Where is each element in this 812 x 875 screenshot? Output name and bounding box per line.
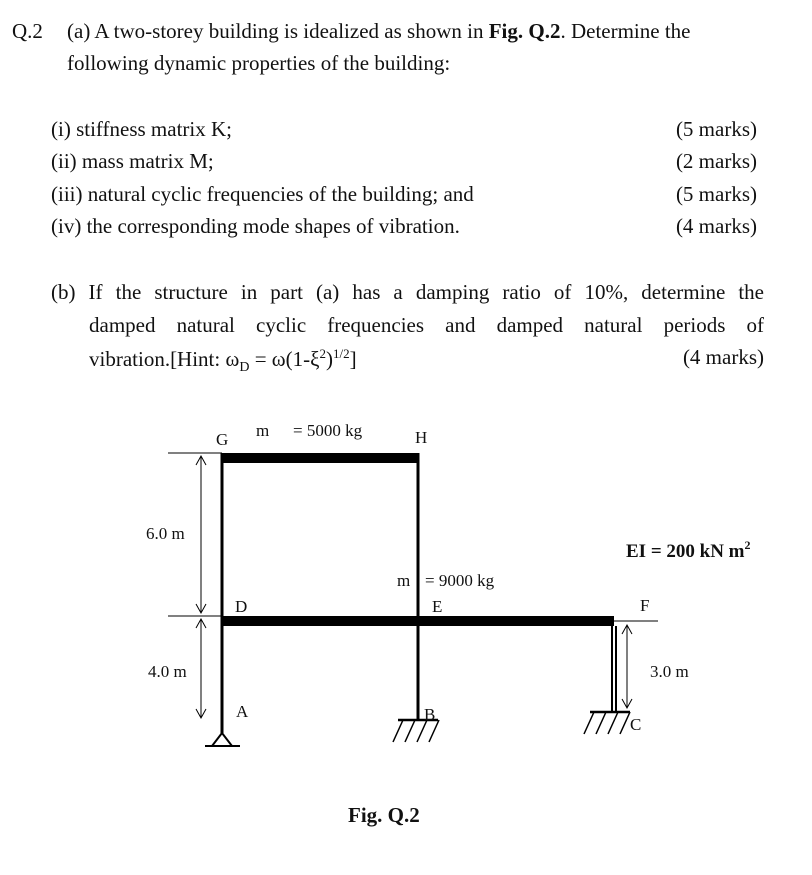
node-label-F: F <box>640 596 650 615</box>
item-4-marks: (4 marks) <box>675 214 757 238</box>
pin-support-icon <box>205 733 240 746</box>
dimension-right: 3.0 m <box>650 662 689 681</box>
node-label-A: A <box>236 702 249 721</box>
question-number: Q.2 <box>12 19 43 43</box>
mass-top-symbol: m <box>256 421 270 440</box>
stiffness-label: EI = 200 kN $m^2$ <box>626 538 751 562</box>
part-a-text-after: . Determine the <box>560 19 691 43</box>
part-a-text: A two-storey building is idealized as shown in <box>94 19 484 43</box>
mass-bottom-value: = 9000 kg <box>425 571 495 590</box>
node-label-B: B <box>424 705 436 724</box>
item-1-marks: (5 marks) <box>675 117 757 141</box>
item-3-marks: (5 marks) <box>675 182 757 206</box>
part-a-label: (a) <box>67 19 91 43</box>
node-label-G: G <box>216 430 229 449</box>
fixed-support-C-icon <box>584 712 630 734</box>
part-b-marks: (4 marks) <box>682 345 764 369</box>
figure-reference: Fig. Q.2 <box>488 19 561 43</box>
part-b-line2: damped natural cyclic frequencies and damped natural periods of <box>89 313 764 337</box>
item-3-label: (iii) natural cyclic frequencies of the building; and <box>51 182 474 206</box>
part-a-line2: following dynamic properties of the building: <box>67 51 451 75</box>
figure-caption: Fig. Q.2 <box>348 803 420 827</box>
item-1-label: (i) stiffness matrix K; <box>51 117 233 141</box>
item-2-marks: (2 marks) <box>675 149 757 173</box>
node-label-D: D <box>235 597 248 616</box>
node-label-C: C <box>630 715 642 734</box>
part-b-line3: vibration.[Hint: $\omega_D = \omega(1-\xi^2)^{1/2}$] <box>89 346 357 376</box>
dimension-lower: 4.0 m <box>148 662 187 681</box>
item-4-label: (iv) the corresponding mode shapes of vibration. <box>51 214 460 238</box>
part-b-line1: (b) If the structure in part (a) has a damping ratio of 10%, determine the <box>51 280 764 304</box>
mass-top-value: = 5000 kg <box>293 421 363 440</box>
item-2-label: (ii) mass matrix M; <box>51 149 214 173</box>
node-label-H: H <box>415 428 428 447</box>
top-beam-GH <box>222 453 419 463</box>
dimension-upper: 6.0 m <box>146 524 185 543</box>
node-label-E: E <box>432 597 443 616</box>
mass-bottom-symbol: m <box>397 571 411 590</box>
